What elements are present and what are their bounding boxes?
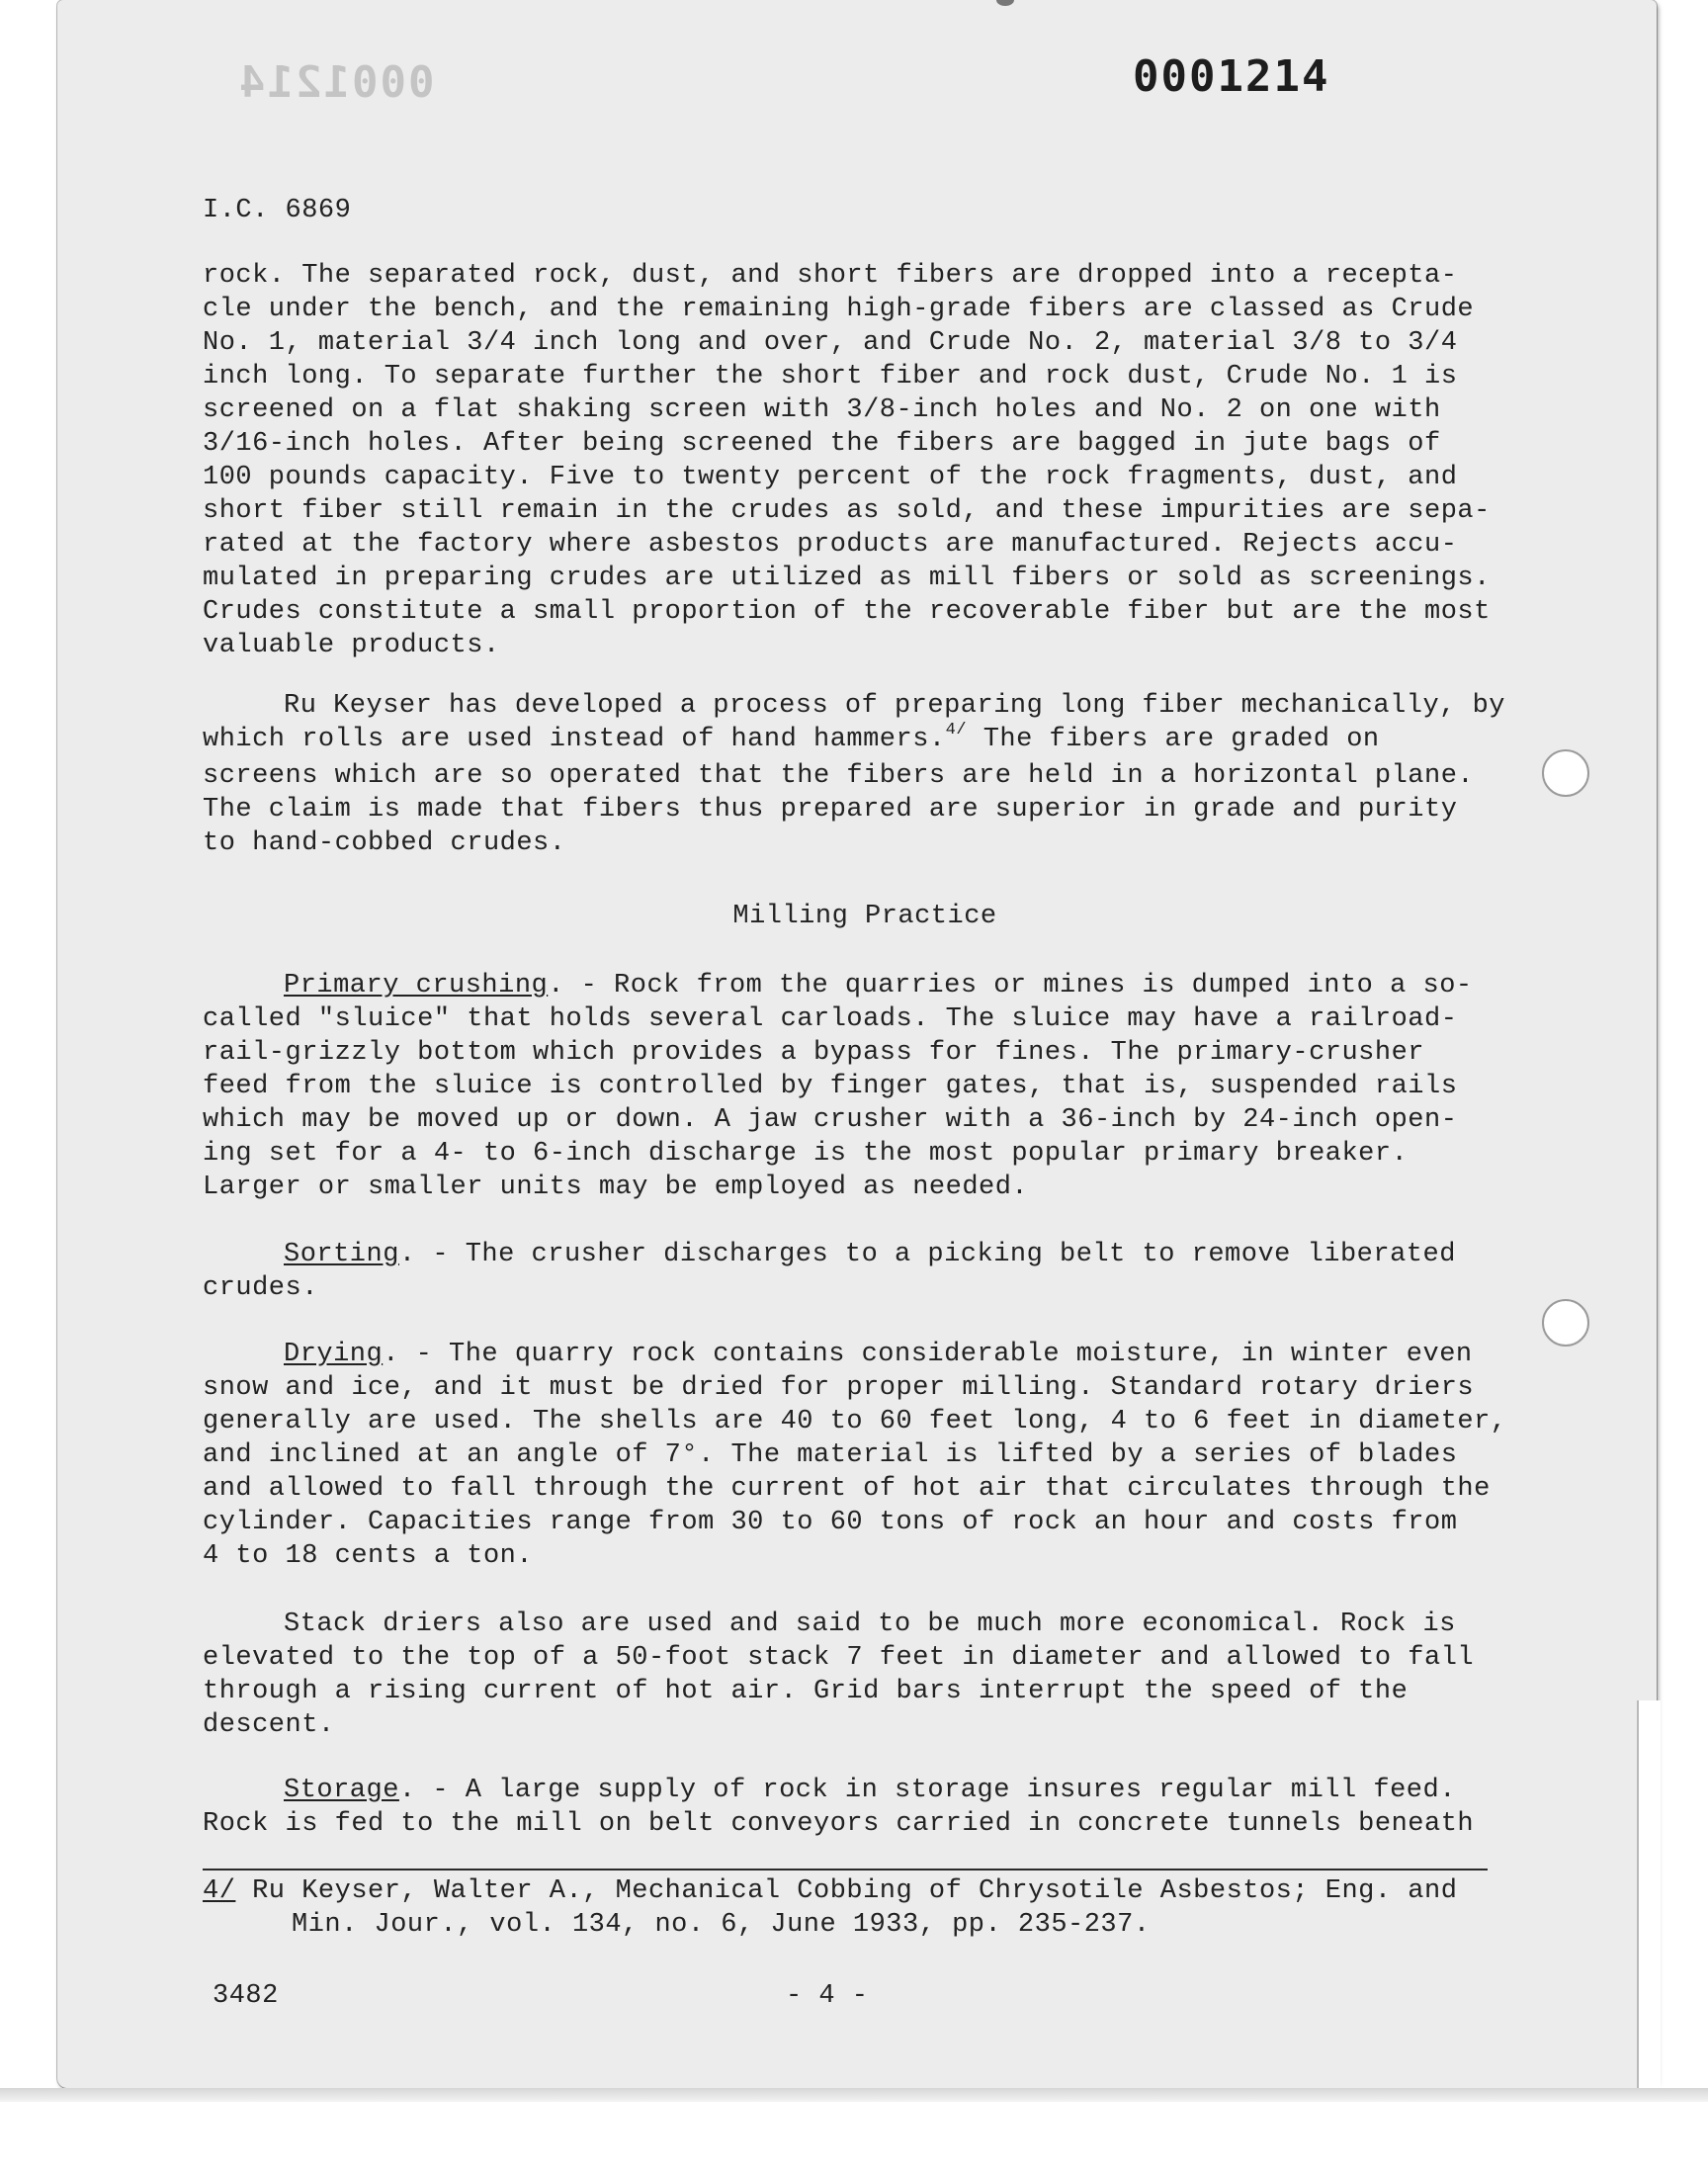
subheading-drying: Drying	[284, 1340, 384, 1369]
subheading-sorting: Sorting	[284, 1240, 399, 1269]
paragraph-crudes	[203, 259, 1527, 662]
paragraph-sorting	[203, 1238, 1527, 1305]
text-line: which may be moved up or down. A jaw crusher with a 36-inch by 24-inch open-	[203, 1105, 1458, 1135]
text-line: rail-grizzly bottom which provides a bypass for fines. The primary-crusher	[203, 1038, 1424, 1068]
text-line: Crudes constitute a small proportion of the recoverable fiber but are the most	[203, 597, 1491, 627]
text-line: short fiber still remain in the crudes as sold, and these impurities are sepa-	[203, 496, 1491, 526]
text-line: screens which are so operated that the fibers are held in a horizontal plane.	[203, 761, 1475, 791]
text-line: crudes.	[203, 1273, 318, 1303]
milling-practice-heading: Milling Practice	[732, 902, 997, 931]
text-line: snow and ice, and it must be dried for proper milling. Standard rotary driers	[203, 1373, 1475, 1403]
text-line: The claim is made that fibers thus prepared are superior in grade and purity	[203, 795, 1458, 825]
section-heading	[203, 900, 1527, 933]
footnote	[203, 1874, 1527, 1942]
footnote-divider	[203, 1869, 1488, 1870]
punch-hole-top	[1542, 749, 1589, 797]
text-line: Stack driers also are used and said to be much more economical. Rock is	[284, 1610, 1456, 1639]
series-label: I.C. 6869	[203, 196, 352, 225]
page-edge-tab	[1637, 1700, 1661, 2088]
text-line: cylinder. Capacities range from 30 to 60 tons of rock an hour and costs from	[203, 1508, 1458, 1537]
footer-code: 3482	[213, 1981, 279, 2011]
series-header	[203, 194, 1527, 227]
text-fragment: . - The quarry rock contains considerable moisture, in winter even	[383, 1340, 1473, 1369]
footnote-line: Min. Jour., vol. 134, no. 6, June 1933, pp. 235-237.	[292, 1910, 1151, 1940]
text-line: 3/16-inch holes. After being screened the fibers are bagged in jute bags of	[203, 429, 1441, 459]
paragraph-rukeyser	[203, 689, 1527, 860]
subheading-primary-crushing: Primary crushing	[284, 971, 549, 1000]
text-line: mulated in preparing crudes are utilized as mill fibers or sold as screenings.	[203, 564, 1491, 593]
bleed-through-stamp: 0001214	[237, 57, 435, 108]
text-line: inch long. To separate further the short fiber and rock dust, Crude No. 1 is	[203, 362, 1458, 392]
text-line: Ru Keyser has developed a process of preparing long fiber mechanically, by	[284, 691, 1505, 721]
page-number: - 4 -	[786, 1981, 869, 2011]
text-line: Larger or smaller units may be employed as needed.	[203, 1173, 1029, 1202]
text-line: cle under the bench, and the remaining high-grade fibers are classed as Crude	[203, 295, 1475, 324]
text-line: feed from the sluice is controlled by finger gates, that is, suspended rails	[203, 1072, 1458, 1101]
text-line	[203, 1774, 1527, 1807]
text-line	[203, 969, 1527, 1002]
text-fragment: . - A large supply of rock in storage insures regular mill feed.	[398, 1776, 1456, 1805]
footnote-marker: 4/	[203, 1876, 236, 1906]
paragraph-drying	[203, 1338, 1527, 1573]
subheading-storage: Storage	[284, 1776, 399, 1805]
paragraph-stack-driers	[203, 1608, 1527, 1742]
text-line: No. 1, material 3/4 inch long and over, and Crude No. 2, material 3/8 to 3/4	[203, 328, 1458, 358]
paragraph-primary-crushing	[203, 969, 1527, 1204]
text-line: 4 to 18 cents a ton.	[203, 1541, 534, 1571]
text-line: Rock is fed to the mill on belt conveyors carried in concrete tunnels beneath	[203, 1809, 1475, 1839]
text-line: elevated to the top of a 50-foot stack 7 feet in diameter and allowed to fall	[203, 1643, 1475, 1673]
text-line: rated at the factory where asbestos products are manufactured. Rejects accu-	[203, 530, 1458, 560]
document-number-stamp: 0001214	[1133, 51, 1330, 102]
text-line: ing set for a 4- to 6-inch discharge is the most popular primary breaker.	[203, 1139, 1409, 1169]
text-fragment: . - Rock from the quarries or mines is dumped into a so-	[548, 971, 1473, 1000]
text-fragment: The fibers are graded on	[967, 725, 1380, 754]
text-line: 100 pounds capacity. Five to twenty percent of the rock fragments, dust, and	[203, 463, 1458, 492]
text-line-with-footnote	[203, 723, 1527, 759]
text-line: and inclined at an angle of 7°. The material is lifted by a series of blades	[203, 1440, 1458, 1470]
text-line: valuable products.	[203, 631, 500, 660]
text-line: generally are used. The shells are 40 to 60 feet long, 4 to 6 feet in diameter,	[203, 1407, 1507, 1436]
text-line: rock. The separated rock, dust, and short fibers are dropped into a recepta-	[203, 261, 1458, 291]
footnote-line	[203, 1874, 1527, 1908]
footnote-reference: 4/	[945, 721, 968, 740]
text-fragment: Ru Keyser, Walter A., Mechanical Cobbing of Chrysotile Asbestos; Eng. and	[235, 1876, 1458, 1906]
paragraph-storage	[203, 1774, 1527, 1841]
text-line	[203, 1238, 1527, 1271]
text-line: to hand-cobbed crudes.	[203, 828, 566, 858]
text-line: called "sluice" that holds several carloads. The sluice may have a railroad-	[203, 1004, 1458, 1034]
punch-hole-bottom	[1542, 1299, 1589, 1347]
text-line	[203, 1338, 1527, 1371]
text-fragment: which rolls are used instead of hand hammers.	[203, 725, 946, 754]
text-line: through a rising current of hot air. Grid bars interrupt the speed of the	[203, 1677, 1409, 1706]
text-line: and allowed to fall through the current of hot air that circulates through the	[203, 1474, 1491, 1504]
text-fragment: . - The crusher discharges to a picking belt to remove liberated	[398, 1240, 1456, 1269]
text-line: screened on a flat shaking screen with 3/8-inch holes and No. 2 on one with	[203, 395, 1441, 425]
staple-mark	[996, 0, 1014, 6]
text-line: descent.	[203, 1710, 335, 1740]
scanner-edge	[0, 2088, 1708, 2102]
